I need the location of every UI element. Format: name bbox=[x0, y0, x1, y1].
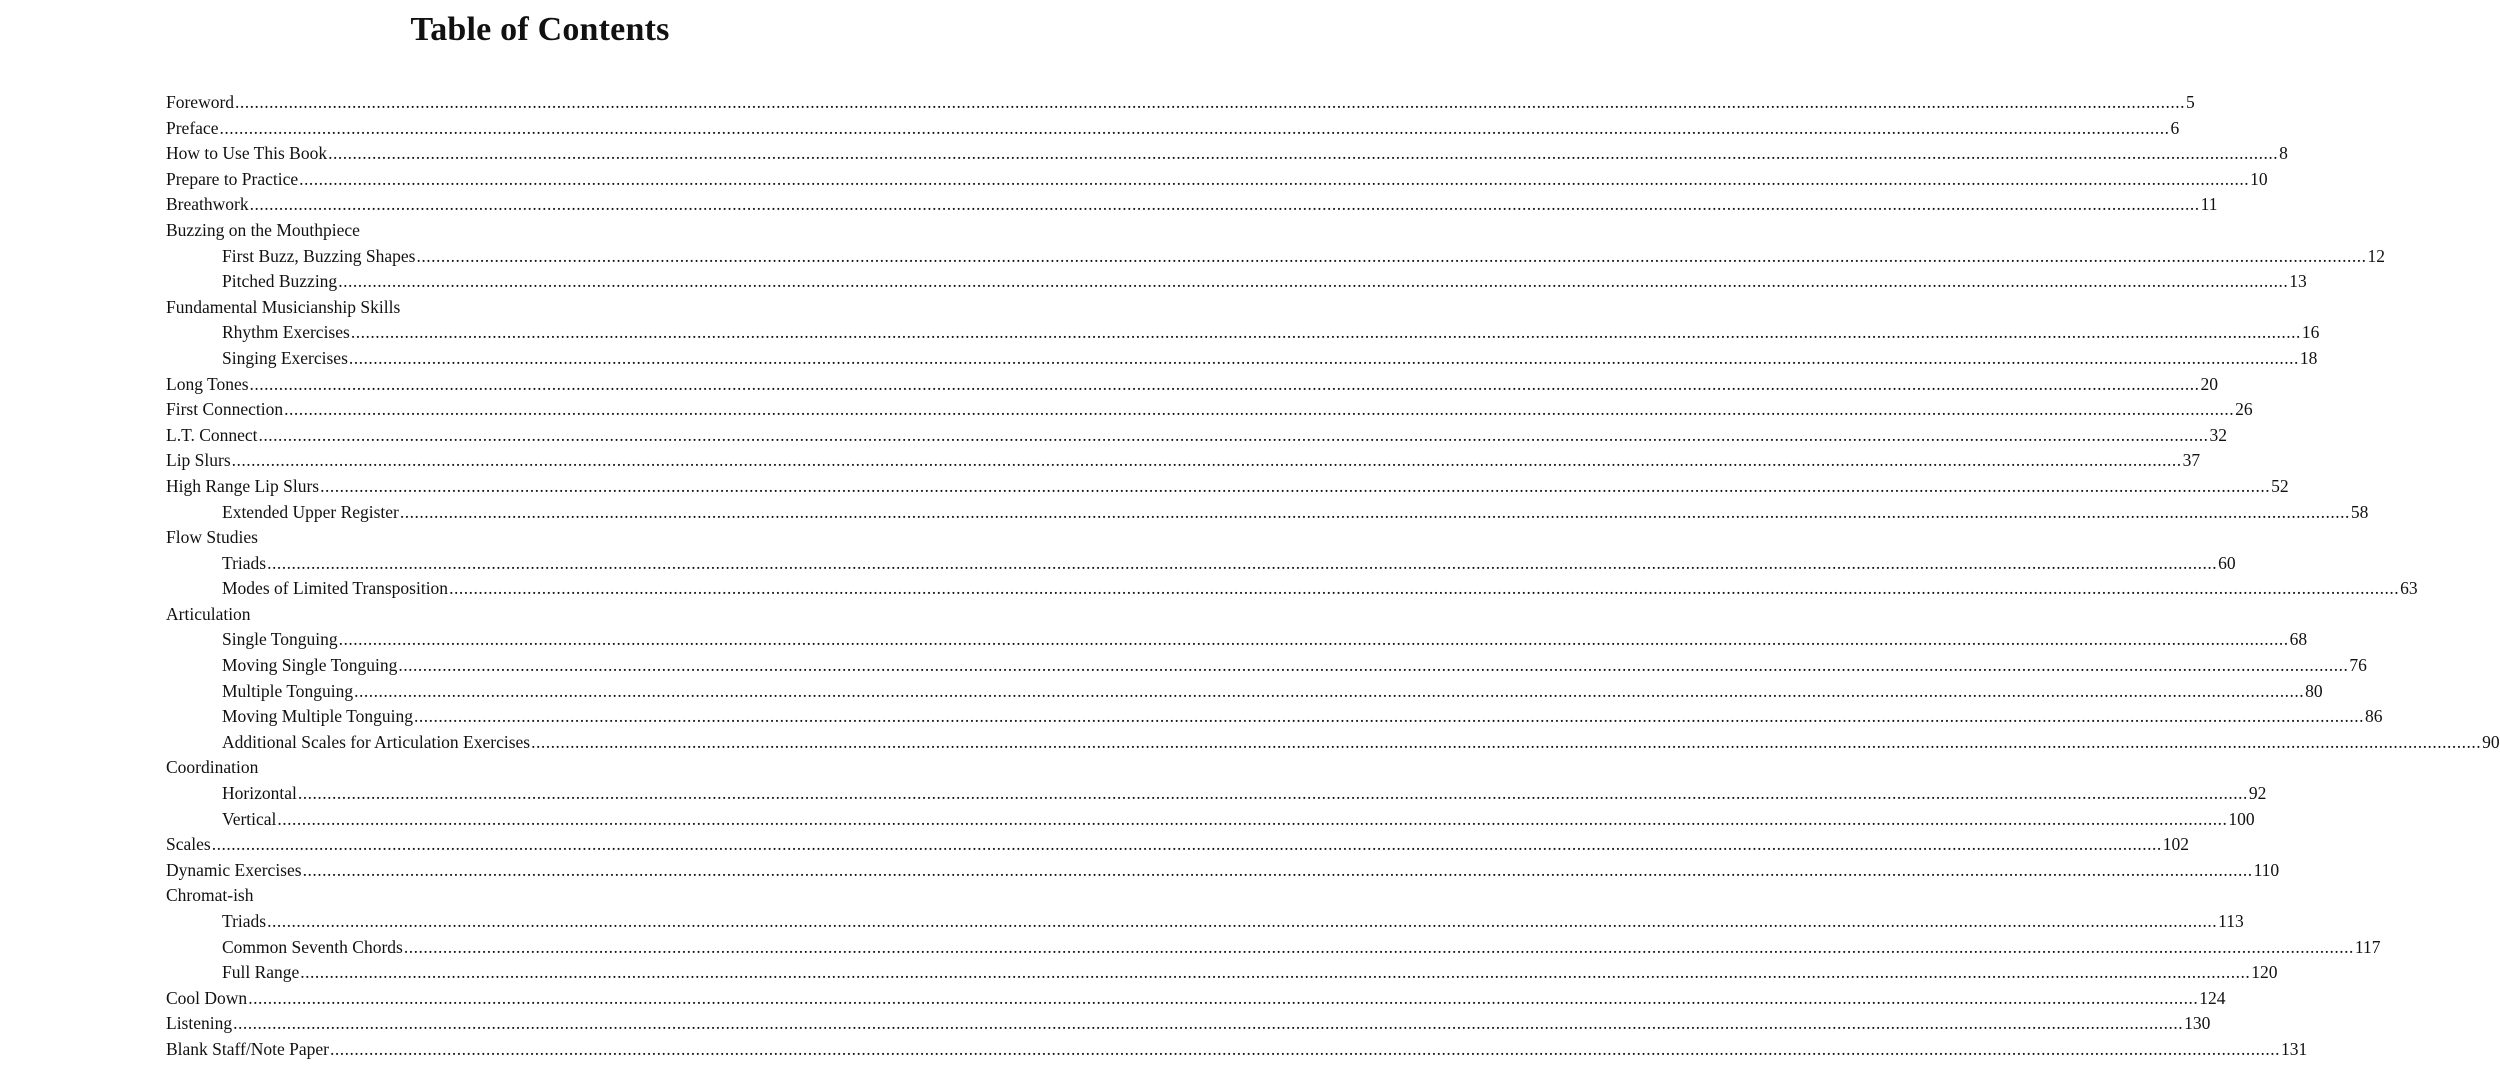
toc-page-number: 8 bbox=[2279, 143, 2288, 164]
toc-subentry bbox=[166, 653, 2367, 679]
toc-entry bbox=[166, 1037, 2308, 1063]
toc-entry bbox=[166, 448, 2201, 474]
dot-leader: ................................................................................................................................................................................................................................................................................................................................................................................................................ bbox=[320, 475, 2271, 496]
dot-leader: ................................................................................................................................................................................................................................................................................................................................................................................................................ bbox=[354, 680, 2305, 701]
toc-entry-label: Breathwork bbox=[166, 194, 249, 215]
toc-subentry bbox=[166, 627, 2308, 653]
toc-entry-label: Pitched Buzzing bbox=[222, 271, 338, 292]
toc-entry-label: Coordination bbox=[166, 757, 259, 778]
dot-leader: ................................................................................................................................................................................................................................................................................................................................................................................................................ bbox=[398, 655, 2349, 676]
toc-page-number: 76 bbox=[2349, 655, 2367, 676]
toc-page-number: 5 bbox=[2186, 92, 2195, 112]
toc-entry-label: Long Tones bbox=[166, 373, 249, 394]
dot-leader: ................................................................................................................................................................................................................................................................................................................................................................................................................ bbox=[248, 987, 2199, 1008]
toc-entry-label: Chromat-ish bbox=[166, 885, 254, 906]
toc-page-number: 52 bbox=[2271, 475, 2289, 496]
dot-leader: ................................................................................................................................................................................................................................................................................................................................................................................................................ bbox=[302, 859, 2253, 880]
toc-entry-label: Common Seventh Chords bbox=[222, 936, 403, 957]
toc-page-number: 10 bbox=[2250, 168, 2268, 189]
toc-entry bbox=[166, 218, 917, 244]
toc-entry bbox=[166, 474, 2289, 500]
dot-leader: ................................................................................................................................................................................................................................................................................................................................................................................................................ bbox=[211, 834, 2162, 855]
toc-entry bbox=[166, 832, 2189, 858]
toc-page-number: 18 bbox=[2299, 347, 2318, 368]
toc-page-number: 20 bbox=[2200, 373, 2219, 394]
dot-leader: ................................................................................................................................................................................................................................................................................................................................................................................................................ bbox=[531, 731, 2482, 752]
toc-page-number: 110 bbox=[2253, 859, 2280, 880]
dot-leader: ................................................................................................................................................................................................................................................................................................................................................................................................................ bbox=[267, 552, 2218, 573]
toc-entry-label: Fundamental Musicianship Skills bbox=[166, 296, 401, 317]
toc-entry-label: Blank Staff/Note Paper bbox=[166, 1038, 329, 1059]
toc-subentry bbox=[166, 909, 2244, 935]
toc-entry-label: L.T. Connect bbox=[166, 424, 258, 445]
toc-entry-label: High Range Lip Slurs bbox=[166, 475, 320, 496]
toc-entry-label: Foreword bbox=[166, 92, 235, 112]
toc-entry-label: Articulation bbox=[166, 603, 251, 624]
dot-leader: ................................................................................................................................................................................................................................................................................................................................................................................................................ bbox=[297, 783, 2248, 804]
toc-subentry bbox=[166, 320, 2320, 346]
toc-entry-label: Vertical bbox=[222, 808, 277, 829]
toc-page-number: 117 bbox=[2354, 936, 2381, 957]
dot-leader: ................................................................................................................................................................................................................................................................................................................................................................................................................ bbox=[233, 1013, 2184, 1034]
toc-entry-label: Listening bbox=[166, 1013, 233, 1034]
toc-page-number: 92 bbox=[2248, 783, 2267, 804]
toc-entry bbox=[166, 858, 2280, 884]
dot-leader: ................................................................................................................................................................................................................................................................................................................................................................................................................ bbox=[299, 168, 2250, 189]
toc-entry-label: Extended Upper Register bbox=[222, 501, 399, 522]
toc-page-number: 6 bbox=[2170, 117, 2180, 138]
dot-leader: ................................................................................................................................................................................................................................................................................................................................................................................................................ bbox=[348, 347, 2299, 368]
dot-leader: ................................................................................................................................................................................................................................................................................................................................................................................................................ bbox=[249, 373, 2200, 394]
toc-entry-label: Moving Single Tonguing bbox=[222, 655, 398, 676]
table-of-contents bbox=[166, 90, 2500, 1063]
toc-entry-label: First Connection bbox=[166, 399, 284, 420]
toc-page-number: 37 bbox=[2182, 450, 2201, 471]
toc-entry-label: Horizontal bbox=[222, 783, 297, 804]
toc-subentry bbox=[166, 244, 2385, 270]
dot-leader: ................................................................................................................................................................................................................................................................................................................................................................................................................ bbox=[449, 578, 2400, 599]
toc-entry-label: Single Tonguing bbox=[222, 629, 338, 650]
toc-entry-label: Triads bbox=[222, 552, 267, 573]
toc-subentry bbox=[166, 960, 2278, 986]
dot-leader: ................................................................................................................................................................................................................................................................................................................................................................................................................ bbox=[235, 92, 2186, 112]
dot-leader: ................................................................................................................................................................................................................................................................................................................................................................................................................ bbox=[277, 808, 2228, 829]
toc-subentry bbox=[166, 346, 2318, 372]
toc-entry bbox=[166, 141, 2288, 167]
dot-leader: ................................................................................................................................................................................................................................................................................................................................................................................................................ bbox=[300, 962, 2251, 983]
toc-page-number: 80 bbox=[2305, 680, 2323, 701]
toc-entry-label: Buzzing on the Mouthpiece bbox=[166, 219, 360, 240]
toc-page-number: 113 bbox=[2218, 911, 2244, 931]
toc-page-number: 32 bbox=[2209, 424, 2228, 445]
toc-page-number: 120 bbox=[2251, 962, 2278, 983]
toc-subentry bbox=[166, 730, 2500, 756]
dot-leader: ................................................................................................................................................................................................................................................................................................................................................................................................................ bbox=[399, 501, 2350, 522]
toc-page-number: 60 bbox=[2218, 552, 2236, 573]
toc-page-number: 130 bbox=[2184, 1013, 2211, 1034]
toc-page-number: 131 bbox=[2280, 1038, 2308, 1059]
toc-entry bbox=[166, 755, 917, 781]
toc-entry-label: Moving Multiple Tonguing bbox=[222, 706, 413, 727]
toc-page-number: 90 bbox=[2482, 731, 2500, 752]
toc-subentry bbox=[166, 679, 2323, 705]
toc-subentry bbox=[166, 704, 2383, 730]
toc-page-number: 26 bbox=[2235, 399, 2253, 420]
dot-leader: ................................................................................................................................................................................................................................................................................................................................................................................................................ bbox=[231, 450, 2182, 471]
toc-entry-label: Singing Exercises bbox=[222, 347, 348, 368]
toc-entry-label: Modes of Limited Transposition bbox=[222, 578, 449, 599]
dot-leader: ................................................................................................................................................................................................................................................................................................................................................................................................................ bbox=[329, 1038, 2280, 1059]
toc-entry bbox=[166, 423, 2228, 449]
toc-page-number: 63 bbox=[2400, 578, 2418, 599]
dot-leader: ................................................................................................................................................................................................................................................................................................................................................................................................................ bbox=[338, 629, 2289, 650]
dot-leader: ................................................................................................................................................................................................................................................................................................................................................................................................................ bbox=[284, 399, 2235, 420]
toc-entry-label: Lip Slurs bbox=[166, 450, 231, 471]
dot-leader: ................................................................................................................................................................................................................................................................................................................................................................................................................ bbox=[258, 424, 2209, 445]
toc-page-number: 13 bbox=[2289, 271, 2307, 292]
toc-page-number: 11 bbox=[2200, 194, 2218, 215]
toc-subentry bbox=[166, 500, 2369, 526]
toc-entry-label: Flow Studies bbox=[166, 527, 258, 548]
toc-entry bbox=[166, 192, 2218, 218]
dot-leader: ................................................................................................................................................................................................................................................................................................................................................................................................................ bbox=[328, 143, 2279, 164]
toc-page-number: 12 bbox=[2367, 245, 2385, 266]
dot-leader: ................................................................................................................................................................................................................................................................................................................................................................................................................ bbox=[416, 245, 2367, 266]
toc-entry bbox=[166, 116, 2180, 142]
toc-subentry bbox=[166, 807, 2255, 833]
toc-entry bbox=[166, 295, 917, 321]
toc-subentry bbox=[166, 935, 2381, 961]
toc-entry-label: Preface bbox=[166, 117, 219, 138]
toc-subentry bbox=[166, 781, 2267, 807]
toc-entry bbox=[166, 167, 2268, 193]
dot-leader: ................................................................................................................................................................................................................................................................................................................................................................................................................ bbox=[413, 706, 2364, 727]
toc-entry bbox=[166, 602, 917, 628]
toc-entry-label: First Buzz, Buzzing Shapes bbox=[222, 245, 416, 266]
page-title: Table of Contents bbox=[410, 11, 670, 48]
toc-page-number: 124 bbox=[2199, 987, 2226, 1008]
toc-page-number: 68 bbox=[2289, 629, 2308, 650]
dot-leader: ................................................................................................................................................................................................................................................................................................................................................................................................................ bbox=[350, 322, 2301, 343]
toc-entry bbox=[166, 525, 917, 551]
toc-entry bbox=[166, 986, 2226, 1012]
dot-leader: ................................................................................................................................................................................................................................................................................................................................................................................................................ bbox=[267, 911, 2218, 931]
toc-subentry bbox=[166, 551, 2236, 577]
toc-subentry bbox=[166, 576, 2418, 602]
toc-page-number: 86 bbox=[2364, 706, 2383, 727]
toc-entry bbox=[166, 1011, 2211, 1037]
toc-subentry bbox=[166, 269, 2307, 295]
dot-leader: ................................................................................................................................................................................................................................................................................................................................................................................................................ bbox=[338, 271, 2289, 292]
dot-leader: ................................................................................................................................................................................................................................................................................................................................................................................................................ bbox=[403, 936, 2354, 957]
toc-entry-label: Triads bbox=[222, 911, 267, 931]
dot-leader: ................................................................................................................................................................................................................................................................................................................................................................................................................ bbox=[219, 117, 2170, 138]
toc-entry-label: Prepare to Practice bbox=[166, 168, 299, 189]
toc-entry-label: Dynamic Exercises bbox=[166, 859, 302, 880]
toc-entry-label: Multiple Tonguing bbox=[222, 680, 354, 701]
toc-entry bbox=[166, 397, 2253, 423]
toc-entry-label: Additional Scales for Articulation Exercises bbox=[222, 731, 531, 752]
toc-entry bbox=[166, 372, 2219, 398]
toc-entry-label: Cool Down bbox=[166, 987, 248, 1008]
toc-page-number: 100 bbox=[2228, 808, 2255, 829]
toc-entry-label: How to Use This Book bbox=[166, 143, 328, 164]
dot-leader: ................................................................................................................................................................................................................................................................................................................................................................................................................ bbox=[249, 194, 2200, 215]
toc-page-number: 102 bbox=[2162, 834, 2189, 855]
toc-entry bbox=[166, 883, 917, 909]
toc-entry-label: Rhythm Exercises bbox=[222, 322, 350, 343]
toc-page-number: 58 bbox=[2350, 501, 2369, 522]
toc-entry-label: Full Range bbox=[222, 962, 300, 983]
toc-page-number: 16 bbox=[2301, 322, 2320, 343]
toc-entry-label: Scales bbox=[166, 834, 211, 855]
toc-entry bbox=[166, 90, 2195, 116]
